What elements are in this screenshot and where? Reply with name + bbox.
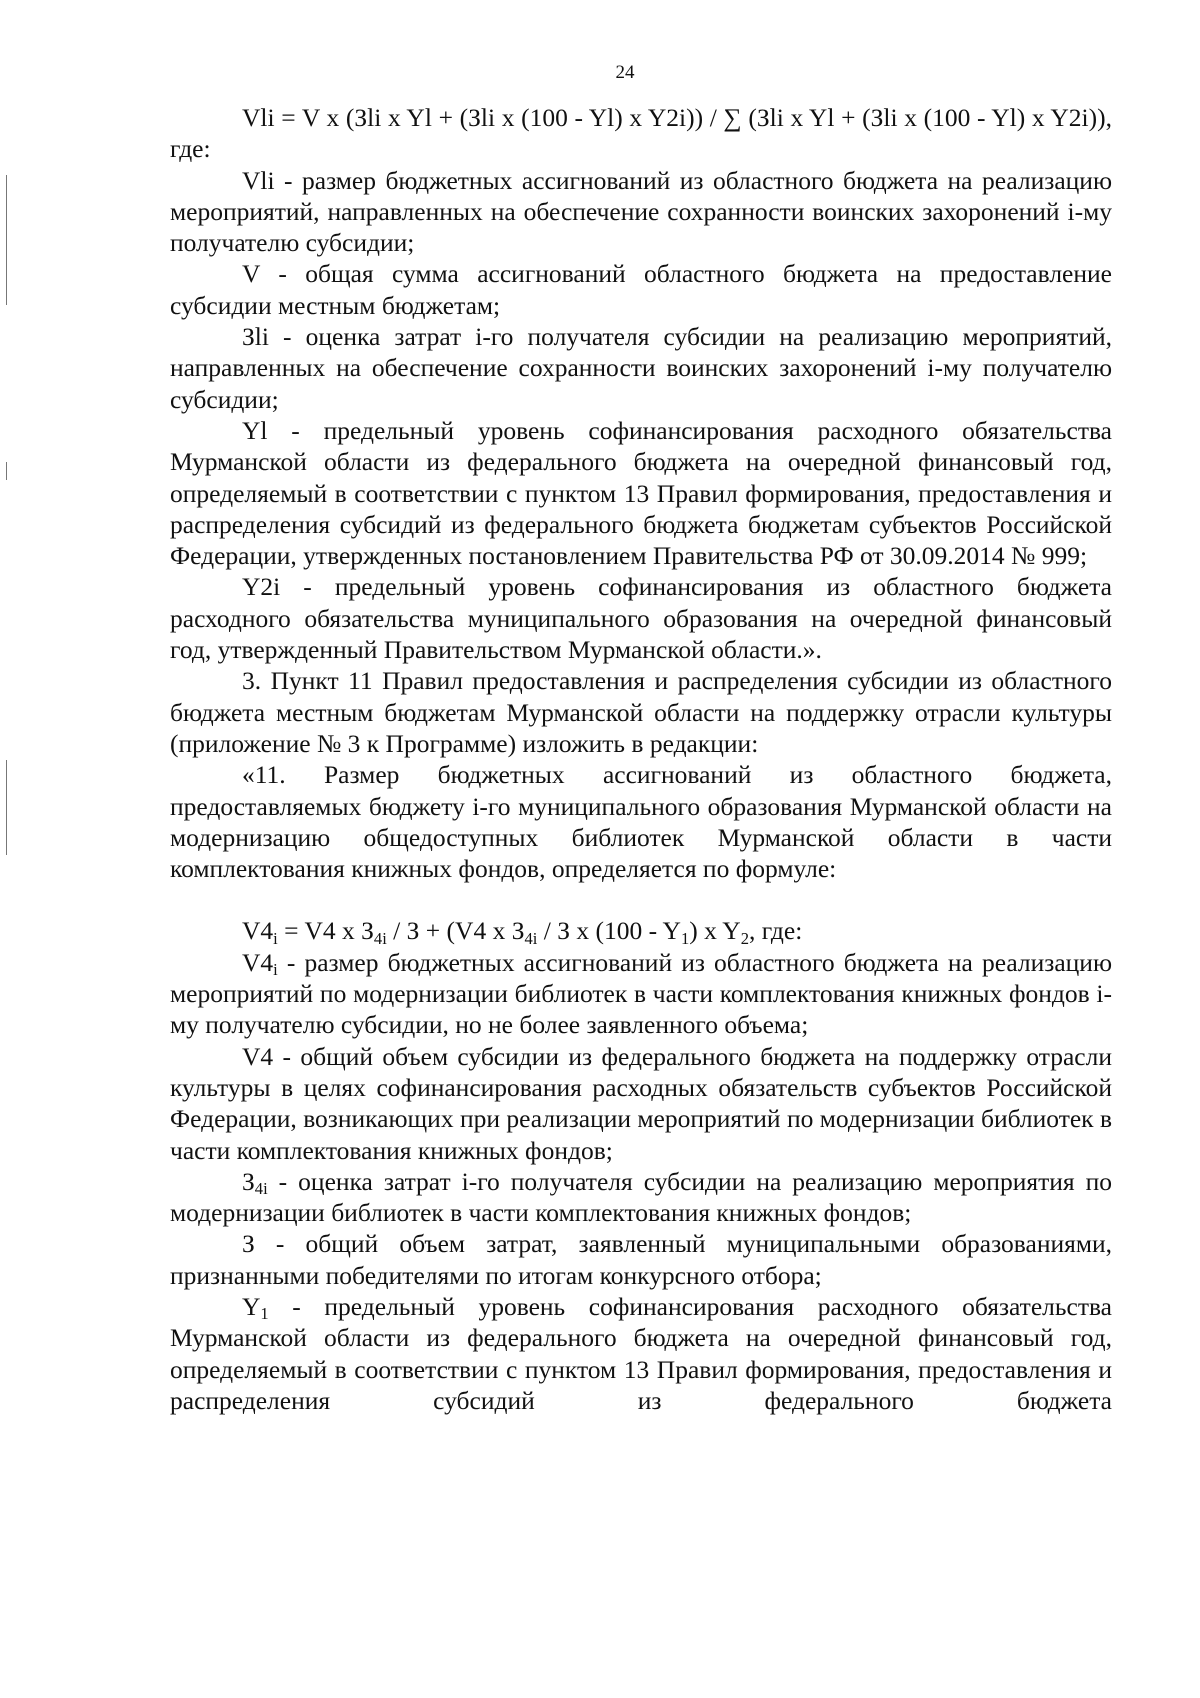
definition-v: V - общая сумма ассигнований областного бюджета на предоставление субсидии местным бюджетам;	[170, 259, 1112, 320]
definition-z1i: Зli - оценка затрат i-го получателя субсидии на реализацию мероприятий, направленных на обеспечение сохранности воинских захоронений i-му получателю субсидии;	[170, 322, 1112, 414]
definition-v4: V4 - общий объем субсидии из федерального бюджета на поддержку отрасли культуры в целях софинансирования расходных обязательств субъектов Российской Федерации, возникающих при реализации мероприятий по модернизации библиотек в части комплектования книжных фондов;	[170, 1041, 1112, 1165]
formula-term: , где:	[748, 916, 803, 946]
document-body	[170, 102, 1112, 1416]
formula-term: ) x Y	[689, 916, 741, 946]
formula-term: / З + (V4 x З	[386, 916, 525, 946]
definition-z: З - общий объем затрат, заявленный муниципальными образованиями, признанными победителями по итогам конкурсного отбора;	[170, 1229, 1112, 1290]
formula-subscript: 1	[680, 928, 690, 948]
formula-subscript-i: i	[382, 928, 387, 948]
definition-y1: Yl - предельный уровень софинансирования расходного обязательства Мурманской области из федерального бюджета на очередной финансовый год, определяемый в соответствии с пунктом 13 Правил формирования, предоставления и распределения субсидий из федерального бюджета бюджетам субъектов Российской Федерации, утвержденных постановлением Правительства РФ от 30.09.2014 № 999;	[170, 415, 1112, 571]
clause-11-intro: «11. Размер бюджетных ассигнований из областного бюджета, предоставляемых бюджету i-го муниципального образования Мурманской области на модернизацию общедоступных библиотек Мурманской области в части комплектования книжных фондов, определяется по формуле:	[170, 760, 1112, 884]
formula-subscript: 2	[740, 928, 749, 948]
page-number: 24	[615, 62, 635, 83]
formula-term: / З x (100 - Y	[537, 916, 681, 946]
formula-v1i: Vli = V x (Зli x Yl + (Зli x (100 - Yl) x Y2i)) / ∑ (Зli x Yl + (Зli x (100 - Yl) x Y2i)), где:	[170, 103, 1112, 164]
definition-y2i: Y2i - предельный уровень софинансирования из областного бюджета расходного обязательства муниципального образования на очередной финансовый год, утвержденный Правительством Мурманской области.».	[170, 572, 1112, 665]
term-subscript: i	[273, 959, 278, 979]
definition-text: - размер бюджетных ассигнований из областного бюджета на реализацию мероприятий по модернизации библиотек в части комплектования книжных фондов i-му получателю субсидии, но не более заявленного объема;	[170, 947, 1112, 1040]
term-subscript: 4i	[254, 1178, 268, 1198]
scan-margin-mark	[6, 175, 7, 305]
term: Y	[242, 1291, 261, 1321]
term-subscript: 1	[260, 1304, 269, 1324]
definition-text: - оценка затрат i-го получателя субсидии на реализацию мероприятия по модернизации библиотек в части комплектования книжных фондов;	[170, 1166, 1112, 1228]
definition-v1i: Vli - размер бюджетных ассигнований из областного бюджета на реализацию мероприятий, направленных на обеспечение сохранности воинских захоронений i-му получателю субсидии;	[170, 165, 1112, 258]
definition-y1-sub	[170, 1291, 1112, 1416]
formula-subscript: 4i	[373, 928, 387, 948]
definition-v4i	[170, 947, 1112, 1041]
definition-z4i	[170, 1166, 1112, 1229]
term: З	[242, 1166, 255, 1196]
formula-subscript: i	[273, 928, 278, 948]
term: V4	[242, 947, 274, 977]
formula-subscript: 4i	[524, 928, 538, 948]
formula-v4i	[170, 915, 1112, 946]
definition-text: - предельный уровень софинансирования расходного обязательства Мурманской области из федерального бюджета на очередной финансовый год, определяемый в соответствии с пунктом 13 Правил формирования, предоставления и распределения субсидий из федерального бюджета	[170, 1291, 1112, 1415]
clause-3: 3. Пункт 11 Правил предоставления и распределения субсидии из областного бюджета местным бюджетам Мурманской области на поддержку отрасли культуры (приложение № 3 к Программе) изложить в редакции:	[170, 666, 1112, 758]
scan-margin-mark	[6, 760, 7, 855]
formula-term: = V4 x З	[277, 916, 374, 946]
formula-subscript-i: i	[532, 928, 538, 948]
formula-term: V4	[242, 916, 274, 946]
scan-margin-mark	[6, 462, 7, 480]
